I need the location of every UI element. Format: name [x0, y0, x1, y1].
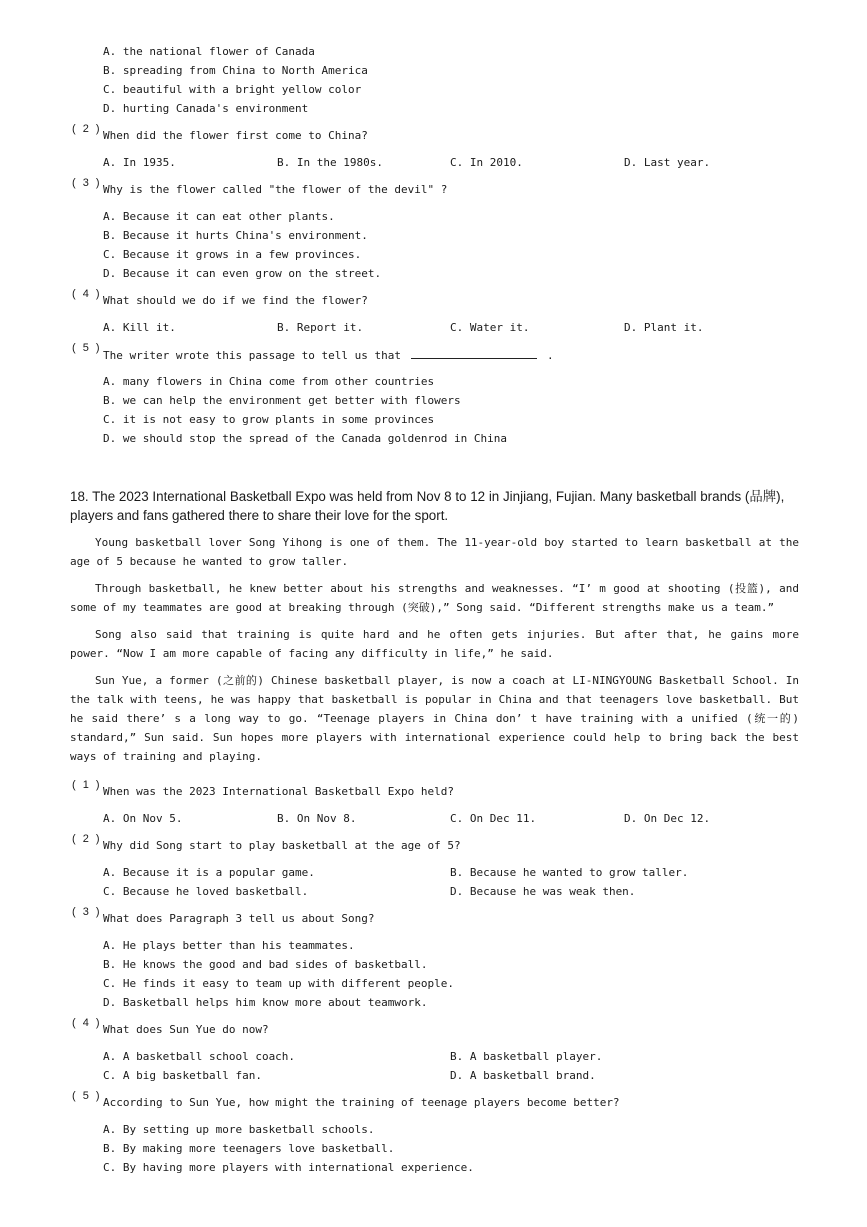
paragraph-text: Song also said that training is quite hard and he often gets injuries. But after that, he gains more power. “Now I am more capable of facing any difficulty in life,” he said. [70, 628, 799, 660]
passage-heading: 18. The 2023 International Basketball Expo was held from Nov 8 to 12 in Jinjiang, Fujian. Many basketball brands (品牌), players and fans gathered there to share their love for the sport. [70, 489, 785, 523]
question-number: ( 3 ) [72, 177, 102, 189]
option-d[interactable]: D. A basketball brand. [450, 1069, 596, 1082]
question-number: ( 2 ) [72, 123, 102, 135]
question-stem [103, 348, 554, 362]
option-b[interactable]: B. In the 1980s. [277, 156, 383, 169]
option-b[interactable]: B. we can help the environment get better with flowers [103, 394, 461, 407]
option-d[interactable]: D. hurting Canada's environment [103, 102, 309, 115]
option-d[interactable]: D. Last year. [624, 156, 711, 169]
option-c[interactable]: C. Water it. [450, 321, 530, 334]
option-c[interactable]: C. On Dec 11. [450, 812, 537, 825]
option-a[interactable]: A. By setting up more basketball schools. [103, 1123, 375, 1136]
option-d[interactable]: D. Because he was weak then. [450, 885, 636, 898]
option-a[interactable]: A. He plays better than his teammates. [103, 939, 355, 952]
option-c[interactable]: C. A big basketball fan. [103, 1069, 262, 1082]
option-c[interactable]: C. beautiful with a bright yellow color [103, 83, 362, 96]
stem-text: The writer wrote this passage to tell us that [103, 349, 402, 362]
question-stem: Why is the flower called "the flower of the devil" ? [103, 183, 448, 196]
question-number: ( 5 ) [72, 342, 102, 354]
option-d[interactable]: D. we should stop the spread of the Canada goldenrod in China [103, 432, 507, 445]
option-b[interactable]: B. Because it hurts China's environment. [103, 229, 368, 242]
option-c[interactable]: C. Because he loved basketball. [103, 885, 309, 898]
option-a[interactable]: A. the national flower of Canada [103, 45, 315, 58]
option-b[interactable]: B. On Nov 8. [277, 812, 357, 825]
question-stem: What should we do if we find the flower? [103, 294, 368, 307]
question-stem: What does Sun Yue do now? [103, 1023, 269, 1036]
answer-blank[interactable] [411, 348, 537, 359]
paragraph-text: Sun Yue, a former (之前的) Chinese basketball player, is now a coach at LI-NINGYOUNG Basketball School. In the talk with teens, he was happy that basketball is popular in China and that teenagers love basketball. But he said there’ s a long way to go. “Teenage players in China don’ t have training with a unified (统一的) standard,” Sun said. Sun hopes more players with international experience could help to bring back the best ways of training and playing. [70, 674, 799, 763]
option-a[interactable]: A. Kill it. [103, 321, 176, 334]
option-c[interactable]: C. Because it grows in a few provinces. [103, 248, 362, 261]
passage-paragraph [70, 579, 799, 617]
question-number: ( 5 ) [72, 1090, 102, 1102]
option-a[interactable]: A. Because it is a popular game. [103, 866, 315, 879]
question-number: ( 2 ) [72, 833, 102, 845]
question-stem: What does Paragraph 3 tell us about Song? [103, 912, 375, 925]
option-b[interactable]: B. spreading from China to North America [103, 64, 368, 77]
option-c[interactable]: C. He finds it easy to team up with different people. [103, 977, 454, 990]
question-stem: According to Sun Yue, how might the training of teenage players become better? [103, 1096, 620, 1109]
question-number: ( 3 ) [72, 906, 102, 918]
paragraph-text: Through basketball, he knew better about his strengths and weaknesses. “I’ m good at shooting (投篮), and some of my teammates are good at breaking through (突破),” Song said. “Different strengths make us a team.” [70, 582, 799, 614]
passage-paragraph [70, 533, 799, 571]
passage-paragraph [70, 671, 799, 766]
option-d[interactable]: D. Basketball helps him know more about teamwork. [103, 996, 428, 1009]
option-a[interactable]: A. Because it can eat other plants. [103, 210, 335, 223]
option-a[interactable]: A. On Nov 5. [103, 812, 183, 825]
option-b[interactable]: B. A basketball player. [450, 1050, 603, 1063]
question-number: ( 1 ) [72, 779, 102, 791]
option-b[interactable]: B. By making more teenagers love basketball. [103, 1142, 395, 1155]
option-b[interactable]: B. Report it. [277, 321, 364, 334]
option-b[interactable]: B. He knows the good and bad sides of basketball. [103, 958, 428, 971]
paragraph-text: Young basketball lover Song Yihong is one of them. The 11-year-old boy started to learn basketball at the age of 5 because he wanted to grow taller. [70, 536, 799, 568]
question-number: ( 4 ) [72, 1017, 102, 1029]
question-stem: When did the flower first come to China? [103, 129, 368, 142]
option-d[interactable]: D. Plant it. [624, 321, 704, 334]
option-c[interactable]: C. In 2010. [450, 156, 523, 169]
option-c[interactable]: C. it is not easy to grow plants in some provinces [103, 413, 435, 426]
question-stem: Why did Song start to play basketball at the age of 5? [103, 839, 461, 852]
stem-end: . [547, 349, 554, 362]
passage-paragraph [70, 625, 799, 663]
option-a[interactable]: A. In 1935. [103, 156, 176, 169]
question-stem: When was the 2023 International Basketball Expo held? [103, 785, 454, 798]
option-d[interactable]: D. On Dec 12. [624, 812, 711, 825]
option-a[interactable]: A. A basketball school coach. [103, 1050, 296, 1063]
option-b[interactable]: B. Because he wanted to grow taller. [450, 866, 689, 879]
option-a[interactable]: A. many flowers in China come from other countries [103, 375, 435, 388]
option-c[interactable]: C. By having more players with international experience. [103, 1161, 474, 1174]
option-d[interactable]: D. Because it can even grow on the street. [103, 267, 382, 280]
question-number: ( 4 ) [72, 288, 102, 300]
